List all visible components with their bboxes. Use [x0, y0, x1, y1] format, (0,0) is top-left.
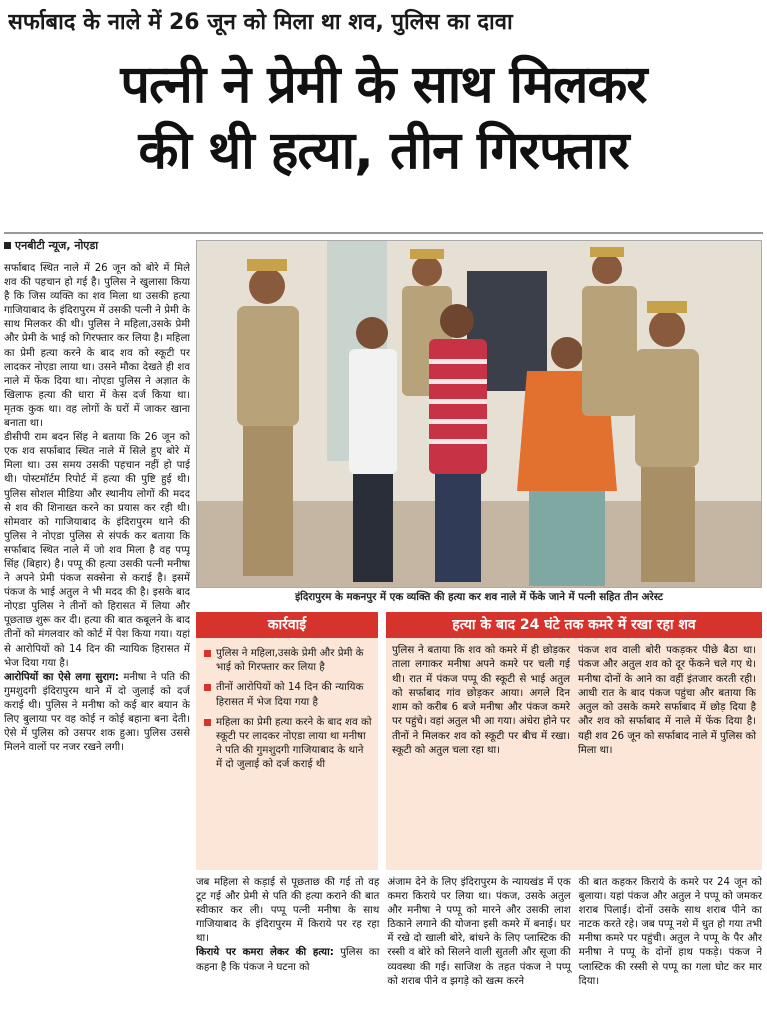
- paragraph: सर्फाबाद स्थित नाले में 26 जून को बोरे में मिले शव की पहचान हो गई है। पुलिस ने खुलासा किया है कि जिस व्यक्ति का शव मिला था उसकी हत्या गाजियाबाद के इंदिरापुरम में उसकी पत्नी ने प्रेमी के साथ मिलकर की थी। पुलिस ने महिला,उसके प्रेमी और प्रेमी के भाई को गिरफ्तार कर लिया है। महिला का प्रेमी हत्या करने के बाद शव को स्कूटी पर लादकर नोएडा लाया था। उसने मौका देखते ही शव नाले में फेंक दिया था। नोएडा पुलिस ने अज्ञात के खिलाफ हत्या की धारा में केस दर्ज किया था। मृतक कुक था। वह लोगों के घरों में जाकर खाना बनाता था।: [4, 263, 190, 430]
- byline-text: एनबीटी न्यूज, नोएडा: [15, 239, 99, 252]
- list-item: तीनों आरोपियों को 14 दिन की न्यायिक हिरासत में भेज दिया गया है: [204, 680, 372, 708]
- list-item: पुलिस ने महिला,उसके प्रेमी और प्रेमी के भाई को गिरफ्तार कर लिया है: [204, 646, 372, 674]
- square-bullet-icon: [4, 242, 11, 249]
- bottom-columns: [196, 876, 762, 1016]
- subheading: आरोपियों का ऐसे लगा सुराग:: [4, 671, 119, 683]
- paragraph-text: पुलिस का कहना है कि पंकज ने घटना को: [196, 947, 380, 973]
- list-item: महिला का प्रेमी हत्या करने के बाद शव को स्कूटी पर लादकर नोएडा लाया था मनीषा ने पति की गुमशुदगी गाजियाबाद के थाने में दो जुलाई को दर्ज कराई थी: [204, 715, 372, 772]
- bottom-column-1: [196, 876, 379, 1016]
- divider: [4, 232, 763, 234]
- news-photo: [196, 240, 762, 588]
- headline-line-2: की थी हत्या, तीन गिरफ्तार: [138, 121, 629, 181]
- paragraph: पुलिस ने बताया कि शव को कमरे में ही छोड़कर ताला लगाकर मनीषा अपने कमरे पर चली गई थी। रात में पंकज पप्पू की स्कूटी से भाई अतुल को सर्फाबाद गांव छोड़कर आया। अगले दिन शाम को करीब 6 बजे मनीषा और पंकज कमरे पर पहुंचे। वहां अतुल भी आ गया। अंधेरा होने पर तीनों ने मिलकर शव को स्कूटी पर बीच में रखा। स्कूटी को अतुल चला रहा था।: [392, 645, 570, 757]
- action-box-title: कार्रवाई: [196, 612, 378, 638]
- paragraph: डीसीपी राम बदन सिंह ने बताया कि 26 जून को एक शव सर्फाबाद स्थित नाले में सिले हुए बोरे में मिला था। उस समय उसकी पहचान नहीं हो पाई थी। पोस्टमॉर्टम रिपोर्ट में हत्या की पुष्टि हुई थी। पुलिस सोशल मीडिया और स्थानीय लोगों की मदद से शव की शिनाख्त करने का प्रयास कर रही थी। सोमवार को गाजियाबाद के इंदिरापुरम थाने की पुलिस ने नोएडा पुलिस से संपर्क कर बताया कि सर्फाबाद स्थित नाले में जो शव मिला है वह पप्पू सिंह (बिहार) है। पप्पू की हत्या उसकी पत्नी मनीषा ने अपने प्रेमी पंकज सक्सेना से कराई है। इसमें पंकज के भाई अतुल ने भी मदद की है। इसके बाद नोएडा पुलिस ने तीनों को हिरासत में लिया और पूछताछ शुरू कर दी। हत्या की बात कबूलने के बाद तीनों को मंगलवार को कोर्ट में पेश किया गया। यहां से आरोपियों को 14 दिन की न्यायिक हिरासत में भेज दिया गया है।: [4, 432, 190, 669]
- room-box: [386, 612, 762, 870]
- action-box: [196, 612, 378, 870]
- paragraph-text: मनीषा ने पति की गुमशुदगी इंदिरापुरम थाने में दो जुलाई को दर्ज कराई थी। पुलिस ने मनीषा को कई बार बयान के लिए बुलाया पर वह कोई न कोई बहाना बना देती। ऐसे में पुलिस को उसपर शक हुआ। पुलिस उससे मिलने वालों पर नजर रखने लगी।: [4, 671, 190, 754]
- paragraph: [4, 671, 190, 756]
- room-box-columns: [386, 638, 762, 758]
- byline: [4, 238, 98, 253]
- headline-line-1: पत्नी ने प्रेमी के साथ मिलकर: [120, 55, 647, 115]
- paragraph: पंकज शव वाली बोरी पकड़कर पीछे बैठा था। पंकज और अतुल शव को दूर फेंकने चले गए थे। मनीषा दोनों के आने का वहीं इंतजार करती रही। आधी रात के बाद पंकज पहुंचा और बताया कि अतुल को उसके कमरे सर्फाबाद में छोड़ दिया है और शव को सर्फाबाद में नाले में फेंक दिया है। यही शव 26 जून को सर्फाबाद नाले में पुलिस को मिला था।: [578, 645, 756, 757]
- kicker-line: सर्फाबाद के नाले में 26 जून को मिला था शव, पुलिस का दावा: [8, 10, 513, 35]
- bottom-column-2: अंजाम देने के लिए इंदिरापुरम के न्यायखंड में एक कमरा किराये पर लिया था। पंकज, उसके अतुल और मनीषा ने पप्पू को मारने और उसकी लाश ठिकाने लगाने की योजना इसी कमरे में बनाई। घर में रखे दो खाली बोरे, बांधने के लिए प्लास्टिक की रस्सी व बोरे को सिलने वाली सुतली और सूजा की व्यवस्था की गई। साजिश के तहत पंकज ने पप्पू को शराब पीने व झगड़े को खत्म करने: [387, 877, 571, 987]
- bottom-column-3: की बात कहकर किराये के कमरे पर 24 जून को बुलाया। यहां पंकज और अतुल ने पप्पू को जमकर शराब पिलाई। दोनों उसके साथ शराब पीने का नाटक करते रहे। जब पप्पू नशे में धुत हो गया तभी मनीषा कमरे पर पहुंची। अतुल ने पप्पू के पैर और मनीषा ने पप्पू के दोनों हाथ पकड़े। पंकज ने प्लास्टिक की रस्सी से पप्पू का गला घोट कर मार दिया।: [578, 877, 762, 987]
- left-column: [4, 262, 190, 1012]
- paragraph-text: जब महिला से कड़ाई से पूछताछ की गई तो वह टूट गई और प्रेमी से पति की हत्या कराने की बात स्वीकार कर ली। पप्पू पत्नी मनीषा के साथ गाजियाबाद के इंदिरापुरम में किराये पर रह रहा था।: [196, 877, 380, 945]
- action-list: [196, 638, 378, 772]
- subheading: किराये पर कमरा लेकर की हत्या:: [196, 947, 334, 959]
- headline: [0, 52, 767, 184]
- photo-caption: इंदिरापुरम के मकनपुर में एक व्यक्ति की हत्या कर शव नाले में फेंके जाने में पत्नी सहित तीन अरेस्ट: [295, 591, 663, 603]
- photo-illustration: [197, 241, 762, 588]
- room-box-title: हत्या के बाद 24 घंटे तक कमरे में रखा रहा शव: [386, 612, 762, 638]
